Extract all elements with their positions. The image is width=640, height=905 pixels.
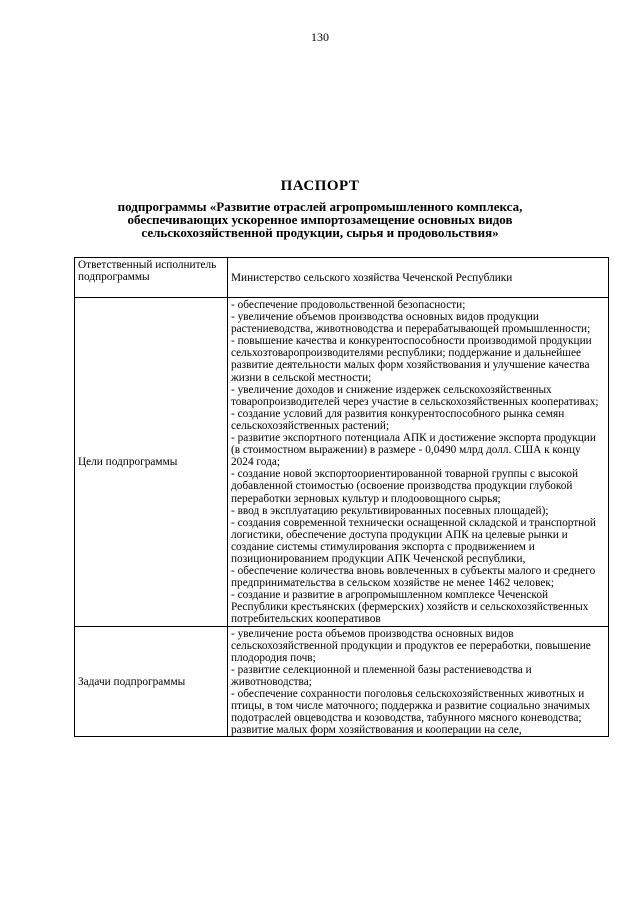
goal-item: - создание новой экспортоориентированной товарной группы с высокой добавленной стоимостью (освоение производства продукции глубокой переработки зерновых культур и плодоовощного сырья; (231, 468, 579, 505)
task-item: - развитие селекционной и племенной базы растениеводства и животноводства; (231, 663, 532, 688)
goal-item: - создание условий для развития конкурентоспособного рынка семян сельскохозяйственных растений; (231, 407, 565, 432)
task-item: - увеличение роста объемов производства основных видов сельскохозяйственной продукции и продуктов ее переработки, повышение плодородия почв; (231, 627, 591, 664)
subtitle-line: обеспечивающих ускоренное импортозамещение основных видов (127, 212, 513, 227)
subtitle-line: сельскохозяйственной продукции, сырья и продовольствия» (141, 225, 499, 240)
row-label: Цели подпрограммы (75, 298, 228, 627)
page-number: 130 (311, 30, 329, 44)
row-value (228, 298, 609, 627)
goal-item: - развитие экспортного потенциала АПК и достижение экспорта продукции (в стоимостном выражении) в размере - 0,0490 млрд долл. США к концу 2024 года; (231, 432, 596, 469)
document-subtitle (70, 200, 570, 239)
goal-item: - увеличение доходов и снижение издержек сельскохозяйственных товаропроизводителей через участие в сельскохозяйственных кооперативах; (231, 383, 599, 408)
passport-table (74, 257, 609, 737)
goal-item: - повышение качества и конкурентоспособности производимой продукции сельхозтоваропроизводителями республики; поддержание и дальнейшее развитие деятельности малых форм хозяйствования и улучшение качества жизни в сельской местности; (231, 335, 592, 384)
subtitle-line: подпрограммы «Развитие отраслей агропромышленного комплекса, (117, 199, 523, 214)
row-value (228, 626, 609, 737)
goal-item: - создания современной технически оснащенной складской и транспортной логистики, обеспечение доступа продукции АПК на целевые рынки и создание системы стимулирования экспорта с продвижением и позиционированием продукции АПК Чеченской республики, (231, 516, 596, 565)
row-responsible-executor (75, 258, 609, 298)
row-goals (75, 298, 609, 627)
task-item: - обеспечение сохранности поголовья сельскохозяйственных животных и птицы, в том числе маточного; поддержка и развитие социально значимых подотраслей овцеводства и козоводства, табунного мясного коневодства; развитие малых форм хозяйствования и кооперации на селе, (231, 688, 591, 737)
row-label: Задачи подпрограммы (75, 626, 228, 737)
goal-item: - обеспечение продовольственной безопасности; (231, 299, 466, 311)
row-value: Министерство сельского хозяйства Чеченской Республики (228, 258, 609, 298)
goal-item: - создание и развитие в агропромышленном комплексе Чеченской Республики крестьянских (фермерских) хозяйств и сельскохозяйственных потребительских кооперативов (231, 589, 589, 626)
goal-item: - ввод в эксплуатацию рекультивированных посевных площадей); (231, 504, 549, 517)
document-title: ПАСПОРТ (280, 178, 360, 194)
row-label: Ответственный исполнитель подпрограммы (75, 258, 228, 298)
row-tasks (75, 626, 609, 737)
goal-item: - обеспечение количества вновь вовлеченных в субъекты малого и среднего предпринимательства в сельском хозяйстве не менее 1462 человек; (231, 565, 596, 590)
goal-item: - увеличение объемов производства основных видов продукции растениеводства, животноводства и перерабатывающей промышленности; (231, 311, 591, 336)
